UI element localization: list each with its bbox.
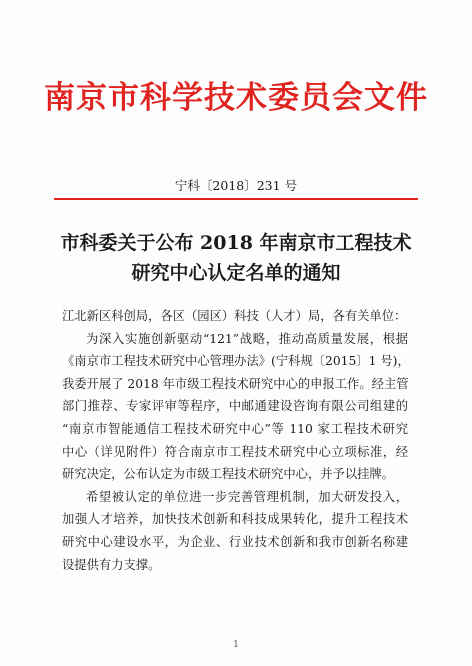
body-line: 为深入实施创新驱动“121”战略，推动高质量发展，根据	[86, 331, 408, 346]
document-number: 宁科〔2018〕231 号	[174, 178, 298, 193]
notice-body	[62, 305, 408, 576]
body-line: 希望被认定的单位进一步完善管理机制，加大研发投入，	[86, 489, 408, 504]
notice-title-line: 研究中心认定名单的通知	[131, 262, 341, 284]
body-line: 设提供有力支撑。	[62, 557, 161, 572]
body-line: 《南京市工程技术研究中心管理办法》(宁科规〔2015〕1 号)，	[62, 354, 410, 369]
body-line: 部门推荐、专家评审等程序，中邮通建设咨询有限公司组建的	[62, 399, 408, 414]
red-divider-line	[54, 198, 418, 200]
paragraph-1	[62, 328, 408, 486]
notice-title	[0, 228, 472, 288]
salutation: 江北新区科创局，各区（园区）科技（人才）局，各有关单位：	[62, 309, 407, 323]
body-line: 我委开展了 2018 年市级工程技术研究中心的申报工作。经主管	[62, 376, 409, 391]
notice-title-line: 市科委关于公布 2018 年南京市工程技术	[60, 232, 412, 254]
paragraph-2	[62, 486, 408, 576]
body-line: 中心（详见附件）符合南京市工程技术研究中心立项标准，经	[62, 444, 408, 459]
body-line: “南京市智能通信工程技术研究中心”等 110 家工程技术研究	[62, 421, 408, 436]
page-number: 1	[233, 640, 239, 650]
body-line: 研究决定，公布认定为市级工程技术研究中心，并予以挂牌。	[62, 467, 395, 482]
body-line: 研究中心建设水平，为企业、行业技术创新和我市创新名称建	[62, 534, 408, 549]
issuing-authority-title: 南京市科学技术委员会文件	[44, 80, 428, 116]
body-line: 加强人才培养，加快技术创新和科技成果转化，提升工程技术	[62, 512, 408, 527]
